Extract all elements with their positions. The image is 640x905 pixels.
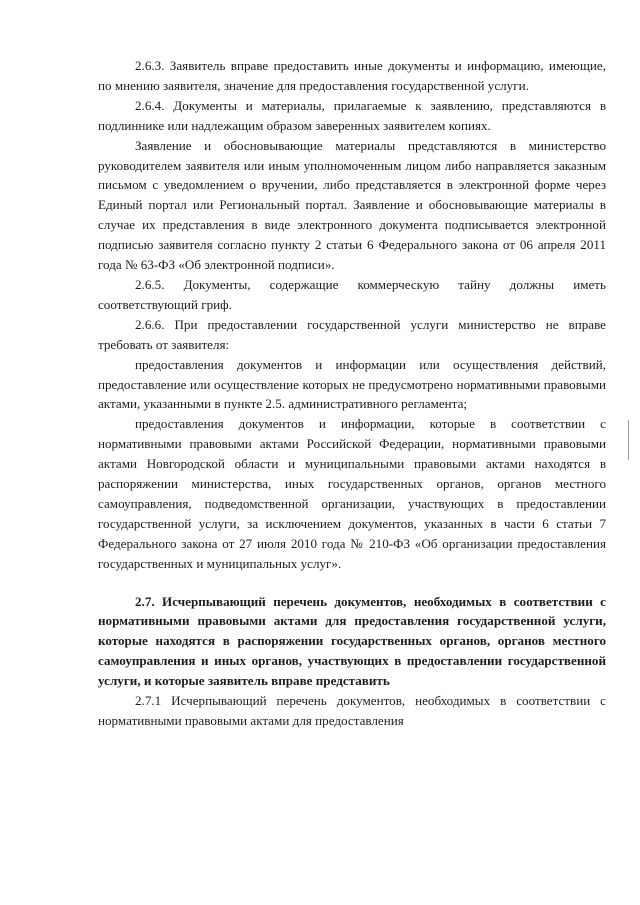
paragraph-requirement-2: предоставления документов и информации, которые в соответствии с нормативными правовыми актами Российской Федерации, нормативными правовыми актами Новгородской области и муниципальными правовыми актами находятся в распоряжении министерства, иных государственных органов, органов местного самоуправления, подведомственной организации, участвующих в предоставлении государственной услуги, за исключением документов, указанных в части 6 статьи 7 Федерального закона от 27 июля 2010 года № 210-ФЗ «Об организации предоставления государственных и муниципальных услуг». bbox=[98, 416, 606, 571]
paragraph-2-6-3: 2.6.3. Заявитель вправе предоставить иные документы и информацию, имеющие, по мнению заявителя, значение для предоставления государственной услуги. bbox=[98, 58, 606, 93]
paragraph-2-7-1: 2.7.1 Исчерпывающий перечень документов, необходимых в соответствии с нормативными правовыми актами для предоставления bbox=[98, 693, 606, 728]
paragraph-2-6-4: 2.6.4. Документы и материалы, прилагаемые к заявлению, представляются в подлиннике или надлежащим образом заверенных заявителем копиях. bbox=[98, 97, 606, 133]
paragraph-2-6-5: 2.6.5. Документы, содержащие коммерческую тайну должны иметь соответствующий гриф. bbox=[98, 276, 606, 312]
scan-edge-mark bbox=[628, 420, 629, 460]
section-gap bbox=[98, 574, 606, 592]
section-heading-2-7: 2.7. Исчерпывающий перечень документов, необходимых в соответствии с нормативными правовыми актами для предоставления государственной услуги, которые находятся в распоряжении государственных органов, органов местного самоуправления и иных органов, участвующих в предоставлении государственной услуги, и которые заявитель вправе представить bbox=[98, 593, 606, 689]
paragraph-2-6-6: 2.6.6. При предоставлении государственной услуги министерство не вправе требовать от заявителя: bbox=[98, 316, 606, 352]
document-body bbox=[98, 56, 606, 731]
paragraph-application-submission: Заявление и обосновывающие материалы представляются в министерство руководителем заявителя или иным уполномоченным лицом либо направляется заказным письмом с уведомлением о вручении, либо представляется в электронной форме через Единый портал или Региональный портал. Заявление и обосновывающие материалы в случае их представления в виде электронного документа подписывается электронной подписью заявителя согласно пункту 2 статьи 6 Федерального закона от 06 апреля 2011 года № 63-ФЗ «Об электронной подписи». bbox=[98, 137, 606, 273]
paragraph-requirement-1: предоставления документов и информации или осуществления действий, предоставление или осуществление которых не предусмотрено нормативными правовыми актами, указанными в пункте 2.5. административного регламента; bbox=[98, 356, 606, 412]
